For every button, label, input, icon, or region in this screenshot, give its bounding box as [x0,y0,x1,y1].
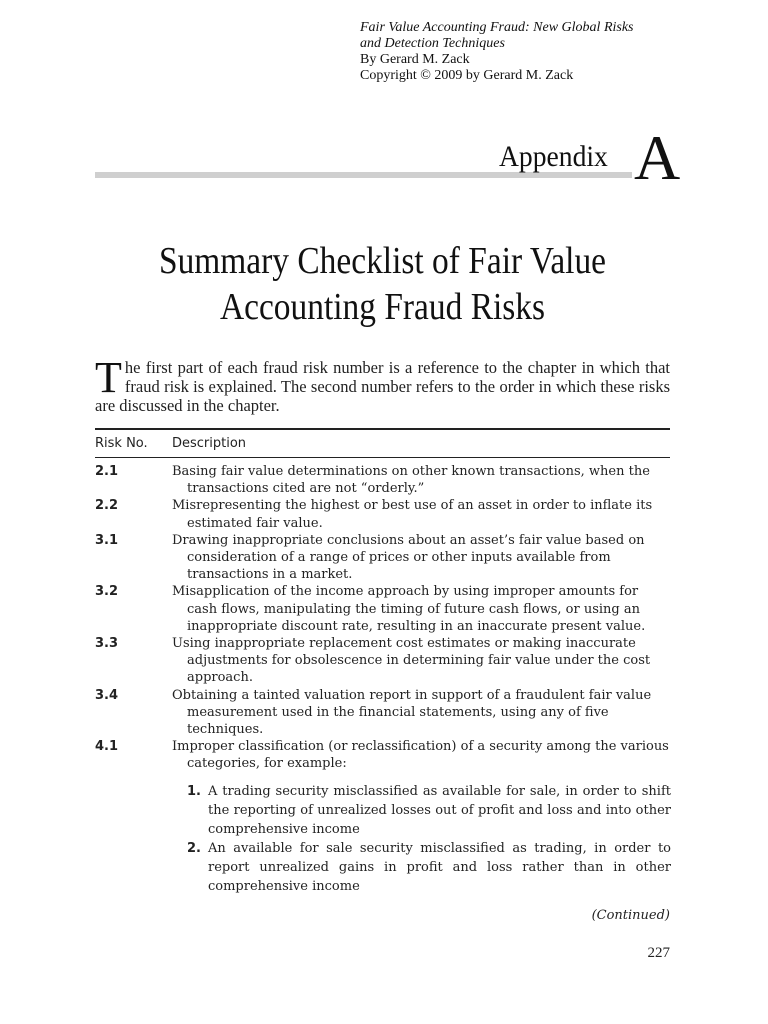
list-item-text: An available for sale security misclassified as trading, in order to report unrealized gains in profit and loss rather than in other comprehensive income [208,840,671,894]
table-row [95,497,671,531]
risk-description: Misapplication of the income approach by using improper amounts for cash flows, manipulating the timing of future cash flows, or using an inappropriate discount rate, resulting in an inaccurate present value. [172,584,646,634]
intro-paragraph [95,353,670,415]
column-header-risk-no: Risk No. [95,436,148,451]
page-title [130,238,636,330]
table-row [95,738,671,772]
risk-number: 2.1 [95,464,119,479]
running-header [360,20,634,84]
table-row [95,635,671,687]
list-item-number: 2. [187,840,201,856]
list-item-number: 1. [187,783,201,799]
page-title-line-1: Summary Checklist of Fair Value [158,240,607,282]
table-row [95,583,671,635]
table-row [95,687,671,739]
risk-description: Improper classification (or reclassification) of a security among the various categories, for example: [172,739,669,772]
appendix-letter: A [634,122,681,193]
risk-description: Obtaining a tainted valuation report in support of a fraudulent fair value measurement used in the financial statements, using any of five techniques. [172,687,652,738]
risk-number: 3.4 [95,687,119,703]
list-item [187,839,671,896]
risk-description: Misrepresenting the highest or best use of an asset in order to inflate its estimated fair value. [172,498,653,531]
author-line: By Gerard M. Zack [360,52,470,67]
risk-description: Using inappropriate replacement cost estimates or making inaccurate adjustments for obsolescence in determining fair value under the cost approach. [172,636,651,686]
column-header-description: Description [172,436,247,451]
list-item-text: A trading security misclassified as available for sale, in order to shift the reporting of unrealized losses out of profit and loss and into other comprehensive income [208,783,671,837]
intro-text: he first part of each fraud risk number is a reference to the chapter in which that fraud risk is explained. The second number refers to the order in which these risks are discussed in the chapter. [95,358,670,415]
risk-description: Drawing inappropriate conclusions about an asset’s fair value based on consideration of a range of prices or other inputs available from transactions in a market. [172,532,645,583]
risk-table-body [95,463,671,896]
table-row [95,463,671,497]
risk-number: 2.2 [95,498,119,514]
copyright-line: Copyright © 2009 by Gerard M. Zack [360,68,574,83]
table-header-rule [95,457,670,458]
book-title-line-2: and Detection Techniques [360,36,505,51]
page-number: 227 [647,945,670,961]
table-top-rule [95,428,670,430]
risk-number: 3.3 [95,636,119,652]
continued-note: (Continued) [591,908,670,923]
risk-description: Basing fair value determinations on other known transactions, when the transactions cited are not “orderly.” [172,464,650,497]
list-item [187,782,671,839]
table-row [95,532,671,584]
book-title-line-1: Fair Value Accounting Fraud: New Global Risks [360,20,634,35]
example-list [187,782,671,896]
page-title-line-2: Accounting Fraud Risks [219,286,546,328]
drop-cap: T [95,353,122,402]
risk-number: 4.1 [95,739,119,755]
risk-number: 3.2 [95,584,119,600]
risk-number: 3.1 [95,532,119,548]
appendix-label: Appendix [499,140,608,173]
